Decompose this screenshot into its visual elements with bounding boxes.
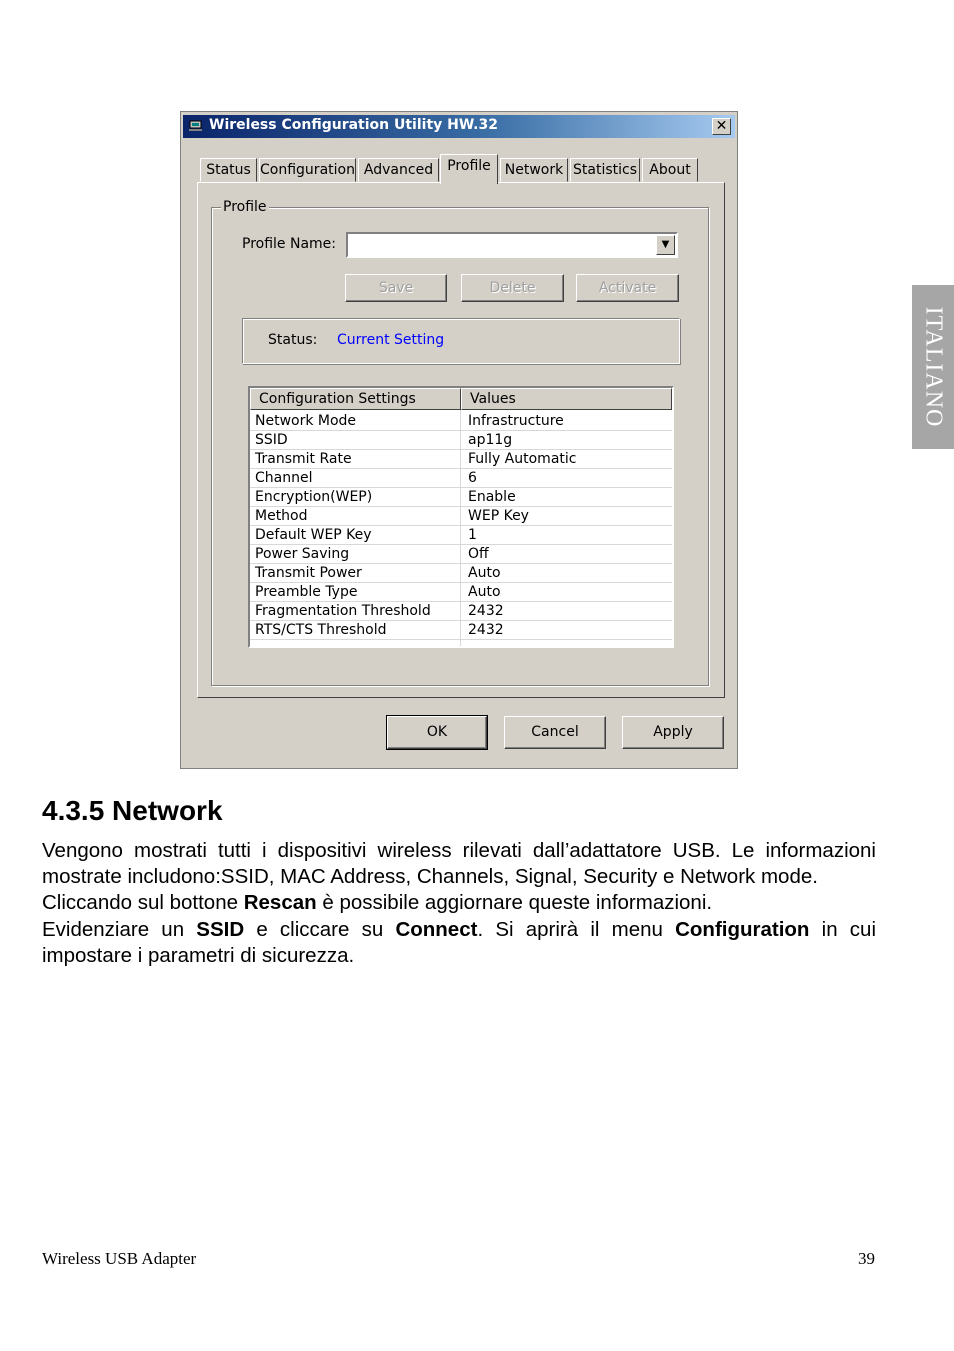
- wireless-config-dialog: [180, 111, 738, 769]
- tab-label: Status: [206, 162, 251, 178]
- text-run: Evidenziare un: [42, 917, 197, 941]
- dropdown-arrow-icon[interactable]: ▼: [656, 235, 675, 255]
- table-row[interactable]: [250, 545, 672, 564]
- ok-button[interactable]: [387, 716, 487, 749]
- apply-button[interactable]: [622, 716, 724, 749]
- setting-value-cell: Auto: [468, 584, 501, 600]
- tab-label: Advanced: [363, 162, 434, 178]
- setting-value-cell: Fully Automatic: [468, 451, 577, 467]
- tab-label: Profile: [447, 158, 491, 174]
- setting-name-cell: Network Mode: [255, 413, 357, 429]
- table-row[interactable]: [250, 450, 672, 469]
- table-row[interactable]: [250, 583, 672, 602]
- setting-name-cell: Default WEP Key: [255, 527, 372, 543]
- window-title: Wireless Configuration Utility HW.32: [209, 117, 498, 133]
- ssid-term: SSID: [196, 917, 245, 941]
- network-adapter-icon: [189, 120, 202, 132]
- setting-value-cell: 6: [468, 470, 477, 486]
- tab-profile[interactable]: [440, 154, 498, 184]
- tab-configuration[interactable]: [259, 158, 356, 182]
- setting-value-cell: ap11g: [468, 432, 513, 448]
- tab-label: Network: [504, 162, 564, 178]
- setting-name-cell: Transmit Rate: [255, 451, 352, 467]
- setting-value-cell: 1: [468, 527, 477, 543]
- connect-term: Connect: [395, 917, 478, 941]
- save-button[interactable]: [345, 274, 447, 302]
- button-label: Cancel: [531, 724, 579, 740]
- setting-value-cell: 2432: [468, 603, 504, 619]
- setting-name-cell: Transmit Power: [255, 565, 362, 581]
- configuration-term: Configuration: [675, 917, 810, 941]
- setting-name-cell: SSID: [255, 432, 288, 448]
- tab-advanced[interactable]: [358, 158, 439, 182]
- tab-label: About: [649, 162, 691, 178]
- text-run: e cliccare su: [244, 917, 396, 941]
- profile-name-combobox[interactable]: [346, 232, 678, 258]
- button-label: Delete: [489, 280, 536, 296]
- table-row[interactable]: [250, 507, 672, 526]
- button-label: Activate: [598, 280, 657, 296]
- profile-name-label: Profile Name:: [242, 236, 337, 252]
- column-header-settings[interactable]: Configuration Settings: [250, 388, 461, 410]
- paragraph-3: [42, 917, 876, 969]
- status-label: Status:: [268, 332, 318, 348]
- setting-value-cell: WEP Key: [468, 508, 529, 524]
- text-run: in cui impostare i parametri di sicurezza.: [42, 917, 876, 967]
- section-body: [42, 838, 876, 969]
- cancel-button[interactable]: [504, 716, 606, 749]
- group-title: Profile: [223, 199, 267, 215]
- language-label: ITALIANO: [920, 306, 947, 428]
- status-value: Current Setting: [337, 332, 445, 348]
- footer-title: Wireless USB Adapter: [42, 1249, 197, 1268]
- setting-value-cell: Infrastructure: [468, 413, 564, 429]
- setting-value-cell: Auto: [468, 565, 501, 581]
- activate-button[interactable]: [576, 274, 679, 302]
- tab-label: Configuration: [260, 162, 355, 178]
- tab-about[interactable]: [642, 158, 698, 182]
- paragraph-2: [42, 890, 876, 916]
- table-row[interactable]: [250, 526, 672, 545]
- setting-name-cell: Channel: [255, 470, 313, 486]
- setting-name-cell: RTS/CTS Threshold: [255, 622, 387, 638]
- close-icon: ✕: [715, 118, 728, 134]
- text-run: . Si aprirà il menu: [477, 917, 676, 941]
- paragraph-1: Vengono mostrati tutti i dispositivi wireless rilevati dall’adattatore USB. Le informazioni mostrate includono:SSID, MAC Address, Channels, Signal, Security e Network mode.: [42, 839, 876, 889]
- language-side-tab: [912, 285, 954, 449]
- rescan-term: Rescan: [243, 891, 317, 915]
- tab-network[interactable]: [500, 158, 568, 182]
- table-row[interactable]: [250, 431, 672, 450]
- close-button[interactable]: [712, 118, 731, 135]
- button-label: Apply: [653, 724, 693, 740]
- text-run: è possibile aggiornare queste informazioni.: [316, 891, 713, 915]
- column-header-values[interactable]: Values: [461, 388, 672, 410]
- table-row[interactable]: [250, 602, 672, 621]
- setting-name-cell: Power Saving: [255, 546, 350, 562]
- page-number: 39: [858, 1249, 875, 1268]
- delete-button[interactable]: [461, 274, 564, 302]
- setting-name-cell: Encryption(WEP): [255, 489, 373, 505]
- setting-name-cell: Method: [255, 508, 308, 524]
- button-label: Save: [378, 280, 414, 296]
- setting-name-cell: Preamble Type: [255, 584, 358, 600]
- title-bar: [183, 115, 735, 138]
- section-heading: 4.3.5 Network: [42, 795, 223, 826]
- button-label: OK: [426, 724, 448, 740]
- setting-value-cell: 2432: [468, 622, 504, 638]
- tab-statistics[interactable]: [570, 158, 640, 182]
- table-row[interactable]: [250, 564, 672, 583]
- table-row[interactable]: [250, 488, 672, 507]
- setting-name-cell: Fragmentation Threshold: [255, 603, 431, 619]
- table-row[interactable]: [250, 621, 672, 640]
- table-row[interactable]: [250, 412, 672, 431]
- setting-value-cell: Off: [468, 546, 489, 562]
- tab-label: Statistics: [573, 162, 637, 178]
- setting-value-cell: Enable: [468, 489, 516, 505]
- tab-status[interactable]: [200, 158, 257, 182]
- table-row[interactable]: [250, 469, 672, 488]
- text-run: Cliccando sul bottone: [42, 891, 244, 915]
- config-settings-table[interactable]: [248, 386, 674, 648]
